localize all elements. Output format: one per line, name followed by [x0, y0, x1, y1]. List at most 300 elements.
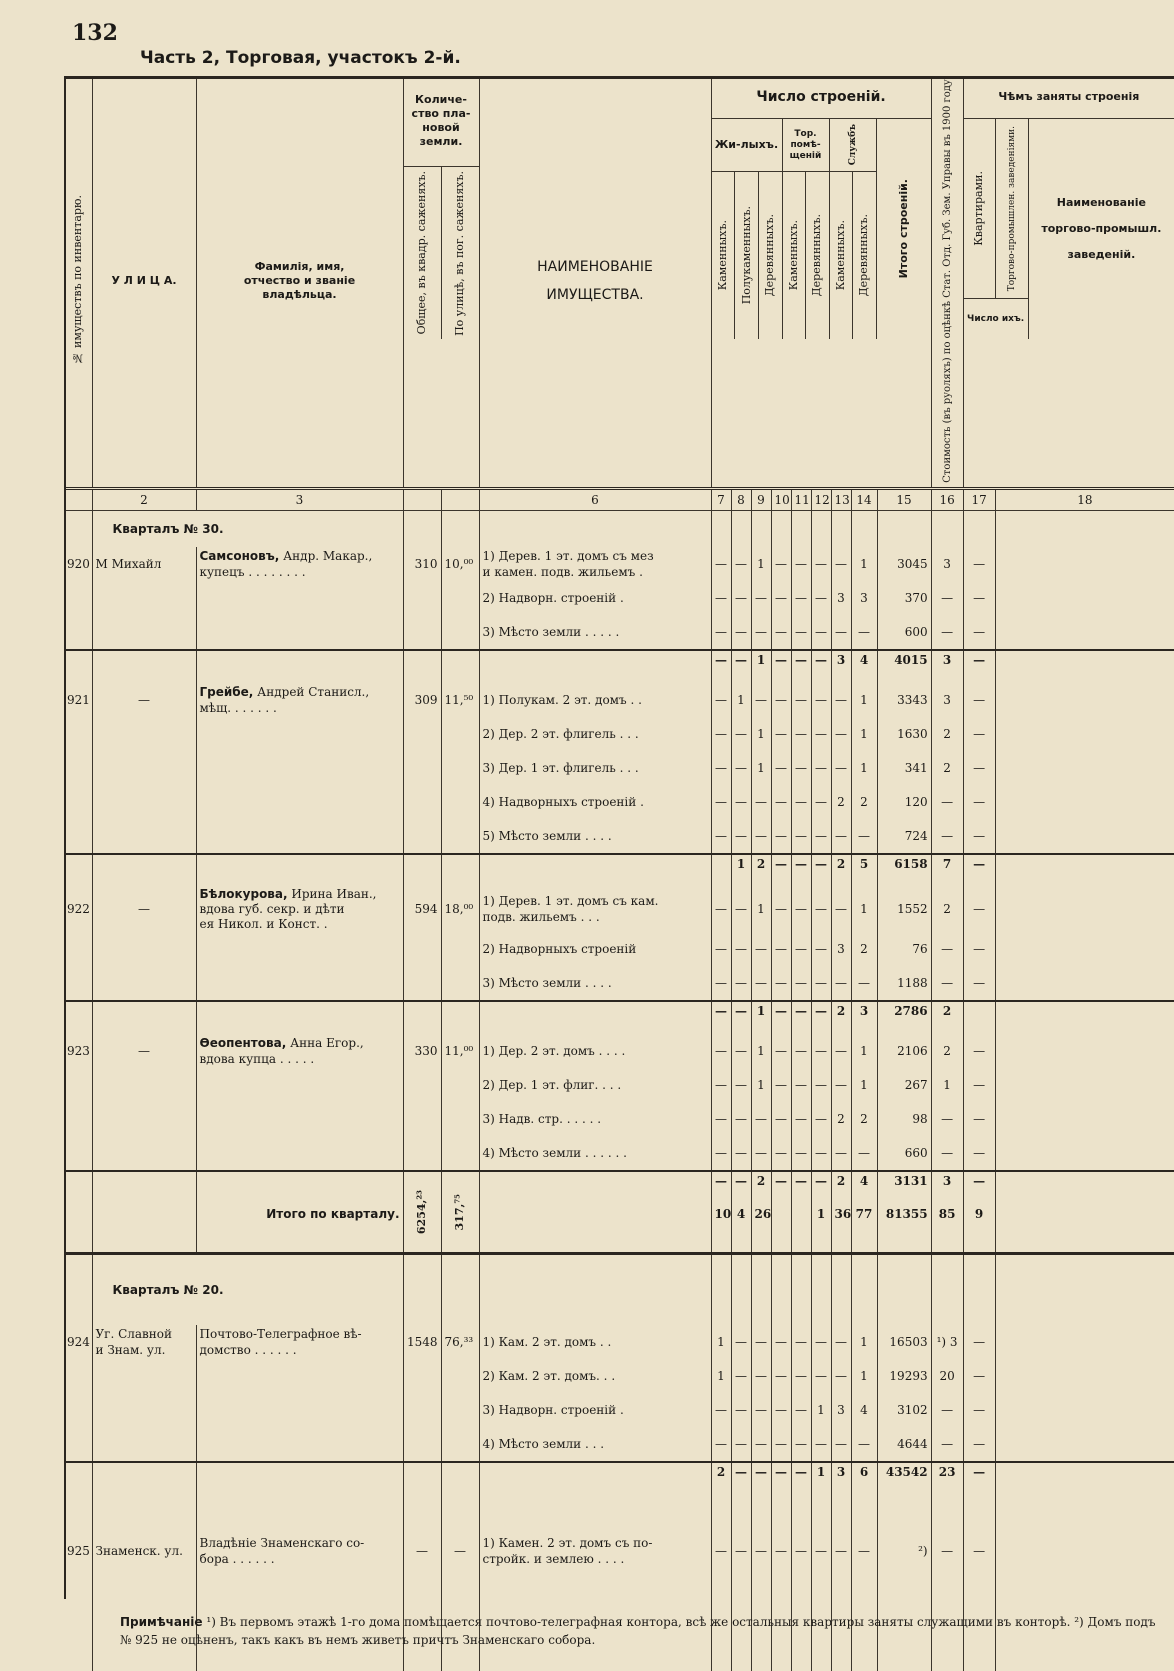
table-row [64, 932, 1174, 966]
colnum-7: 7 [711, 488, 731, 510]
owner-surname: Ѳеопентова, [199, 1035, 287, 1050]
property-line: 3) Мѣсто земли . . . . . [479, 615, 711, 650]
property [479, 547, 711, 581]
street-line: Уг. Славной [95, 1326, 173, 1341]
valuation: 3102 [877, 1393, 931, 1427]
cell: — [751, 1136, 771, 1171]
property-line: 2) Дер. 1 эт. флиг. . . . [479, 1068, 711, 1102]
header-total-buildings: Итого строеній. [896, 179, 910, 279]
cell: — [771, 1393, 791, 1427]
cell: 1 [731, 683, 751, 717]
property-line: 4) Мѣсто земли . . . [479, 1427, 711, 1462]
cell: — [731, 1001, 751, 1020]
cell: — [931, 932, 963, 966]
valuation: 76 [877, 932, 931, 966]
colnum-9: 9 [751, 488, 771, 510]
cell: — [931, 966, 963, 1001]
cell: — [811, 932, 831, 966]
cell: 26 [751, 1190, 771, 1238]
cell: 1 [751, 547, 771, 581]
cell: 3 [931, 650, 963, 669]
cell: 3 [931, 547, 963, 581]
cell: 1 [751, 751, 771, 785]
cell: — [931, 1427, 963, 1462]
cell: — [711, 819, 731, 854]
cell: — [963, 1359, 995, 1393]
table-row [64, 1136, 1174, 1171]
cell: — [751, 581, 771, 615]
cell: — [963, 966, 995, 1001]
cell: — [711, 1136, 731, 1171]
cell: 1 [751, 650, 771, 669]
colnum-17: 17 [963, 488, 995, 510]
cell: — [751, 1325, 771, 1359]
cell: — [731, 785, 751, 819]
cell: — [731, 1325, 751, 1359]
cell: 2 [831, 785, 851, 819]
cell: — [963, 1136, 995, 1171]
cell [963, 1001, 995, 1020]
cell: — [791, 650, 811, 669]
cell: — [851, 819, 877, 854]
valuation: 600 [877, 615, 931, 650]
header-c10: Каменныхъ. [786, 220, 800, 291]
cell: — [811, 581, 831, 615]
cell: — [791, 717, 811, 751]
cell: 4 [851, 1393, 877, 1427]
cell: — [751, 932, 771, 966]
footnote-text: ¹) Въ первомъ этажѣ 1-го дома помѣщается почтово-телеграфная контора, всѣ же остальныя квартиры заняты служащими въ конторѣ. ²) Домъ подъ № 925 не оцѣненъ, такъ какъ въ немъ живетъ причтъ Знаменскаго собора. [120, 1615, 1156, 1647]
header-residential: Жи-лыхъ. [712, 119, 782, 172]
cell: — [771, 1034, 791, 1068]
cell: — [791, 785, 811, 819]
cell: — [791, 1325, 811, 1359]
header-c17: Торгово-промышлен. заведеніями. [1006, 125, 1017, 292]
cell: — [731, 966, 751, 1001]
cell: — [791, 1521, 811, 1581]
cell: — [963, 932, 995, 966]
valuation: 3131 [877, 1171, 931, 1190]
cell: — [731, 1427, 751, 1462]
cell: — [771, 1102, 791, 1136]
cell: 2 [751, 1171, 771, 1190]
inventory-no: 920 [67, 556, 90, 571]
cell: 9 [963, 1190, 995, 1238]
owner-title: купецъ . . . . . . . . [199, 564, 306, 579]
cell: — [831, 1068, 851, 1102]
cell: 3 [931, 1171, 963, 1190]
cell: — [963, 1034, 995, 1068]
cell: 1 [751, 1068, 771, 1102]
cell: 3 [831, 1462, 851, 1481]
cell: — [791, 887, 811, 932]
cell: 3 [831, 1393, 851, 1427]
header-valuation: Стоимость (въ руоляхъ) по оцѣнкѣ Стат. Отд. Губ. Зем. Управы въ 1900 году. [941, 76, 953, 483]
header-occupied: Чѣмъ заняты строенія [964, 76, 1174, 119]
cell: — [931, 615, 963, 650]
cell: 3 [931, 683, 963, 717]
cell: — [831, 615, 851, 650]
colnum-14: 14 [851, 488, 877, 510]
cell: 6 [851, 1462, 877, 1481]
inventory-no: 921 [67, 692, 90, 707]
footnote-label: Примѣчаніе [120, 1615, 203, 1629]
valuation: 267 [877, 1068, 931, 1102]
owner-surname: Бѣлокурова, [199, 886, 288, 901]
cell [771, 1190, 791, 1238]
property-line: 1) Дер. 2 эт. домъ . . . . [479, 1034, 711, 1068]
property-line: 2) Дер. 2 эт. флигель . . . [479, 717, 711, 751]
cell: 2 [851, 785, 877, 819]
cell: — [791, 1068, 811, 1102]
header-c11: Деревянныхъ. [810, 214, 824, 297]
cell: — [751, 683, 771, 717]
cell: — [711, 581, 731, 615]
cell: — [711, 717, 731, 751]
table-row [64, 717, 1174, 751]
cell: — [731, 1136, 751, 1171]
cell: — [731, 1102, 751, 1136]
valuation: 2786 [877, 1001, 931, 1020]
cell: 2 [851, 932, 877, 966]
cell: — [811, 1171, 831, 1190]
cell: 3 [831, 650, 851, 669]
cell: 23 [931, 1462, 963, 1481]
inventory-no: 924 [67, 1334, 90, 1349]
cell: — [771, 1462, 791, 1481]
cell: — [963, 615, 995, 650]
cell: 2 [931, 717, 963, 751]
cell: — [851, 966, 877, 1001]
cell: — [771, 751, 791, 785]
total-frontage: 317,⁷⁵ [453, 1193, 466, 1231]
cell: — [731, 887, 751, 932]
header-c9: Деревянныхъ. [763, 214, 777, 297]
cell: — [831, 547, 851, 581]
cell: — [963, 887, 995, 932]
colnum-1 [64, 488, 92, 510]
table-row [64, 1034, 1174, 1068]
area: 594 [403, 887, 441, 932]
table-row [64, 683, 1174, 717]
cell: — [831, 1359, 851, 1393]
cell: 2 [831, 1102, 851, 1136]
valuation: 81355 [877, 1190, 931, 1238]
cell: — [811, 1034, 831, 1068]
cell: — [711, 547, 731, 581]
cell: — [711, 683, 731, 717]
cell: — [831, 966, 851, 1001]
cell: — [771, 1325, 791, 1359]
cell: 2 [831, 854, 851, 873]
header-c8: Полукаменныхъ. [739, 206, 753, 305]
cell: 1 [751, 887, 771, 932]
cell: — [771, 785, 791, 819]
cell: — [811, 1427, 831, 1462]
header-land: Количе-ство пла-новой земли. [404, 76, 479, 167]
cell: — [751, 1102, 771, 1136]
colnum-15: 15 [877, 488, 931, 510]
cell: — [791, 819, 811, 854]
cell: — [771, 650, 791, 669]
property-line: стройк. и землею . . . . [482, 1551, 625, 1566]
cell: — [811, 1325, 831, 1359]
table-row [64, 966, 1174, 1001]
owner-surname: Самсоновъ, [199, 548, 280, 563]
cell: — [931, 785, 963, 819]
owner-name: Почтово-Телеграфное вѣ- [199, 1326, 362, 1341]
cell: — [751, 1393, 771, 1427]
property-line: 2) Кам. 2 эт. домъ. . . [479, 1359, 711, 1393]
cell: 36 [831, 1190, 851, 1238]
cell: 2 [831, 1171, 851, 1190]
owner-name: Андрей Станисл., [253, 684, 370, 699]
valuation: 98 [877, 1102, 931, 1136]
cell: 3 [851, 581, 877, 615]
header-count: Число ихъ. [967, 314, 1025, 324]
cell: — [791, 1427, 811, 1462]
cell: — [931, 819, 963, 854]
table-row [64, 615, 1174, 650]
cell: — [731, 1171, 751, 1190]
cell: — [831, 1034, 851, 1068]
cell: 4 [851, 1171, 877, 1190]
cell: — [963, 1393, 995, 1427]
cell: — [963, 1068, 995, 1102]
cell: — [931, 1102, 963, 1136]
property-line: и камен. подв. жильемъ . [482, 564, 643, 579]
cell: 1 [811, 1462, 831, 1481]
property [479, 887, 711, 932]
cell: 85 [931, 1190, 963, 1238]
street [92, 1325, 196, 1359]
cell: — [751, 1359, 771, 1393]
property-line: 1) Камен. 2 эт. домъ съ по- [482, 1535, 653, 1550]
cell: 1 [851, 683, 877, 717]
cell: — [963, 581, 995, 615]
cell: — [731, 581, 751, 615]
cell: — [963, 1427, 995, 1462]
cell: 2 [931, 1034, 963, 1068]
cell: — [831, 1325, 851, 1359]
cell: 1 [711, 1325, 731, 1359]
cell: — [963, 1102, 995, 1136]
owner-surname: Грейбе, [199, 684, 254, 699]
cell: — [751, 1427, 771, 1462]
area: 310 [403, 547, 441, 581]
cell: 1 [851, 547, 877, 581]
cell: — [791, 615, 811, 650]
owner-title: бора . . . . . . [199, 1551, 275, 1566]
cell: — [811, 854, 831, 873]
table-row [64, 1393, 1174, 1427]
cell: — [711, 615, 731, 650]
cell: — [771, 1427, 791, 1462]
inventory-sheet [64, 76, 1174, 1596]
cell: 2 [751, 854, 771, 873]
cell: 2 [931, 887, 963, 932]
cell: 7 [931, 854, 963, 873]
cell: — [771, 1171, 791, 1190]
cell: 5 [851, 854, 877, 873]
cell: — [731, 1521, 751, 1581]
cell: — [771, 615, 791, 650]
property [479, 1521, 711, 1581]
owner [196, 1325, 403, 1359]
total-area: 6254,²³ [415, 1189, 428, 1234]
cell: — [831, 1521, 851, 1581]
header-street: У Л И Ц А. [92, 76, 196, 488]
cell: — [831, 683, 851, 717]
header-service: Службъ [847, 124, 858, 166]
cell: — [711, 650, 731, 669]
table-row [64, 887, 1174, 932]
header-frontage: По улицѣ, въ пог. саженяхъ. [453, 170, 466, 336]
cell: — [711, 1034, 731, 1068]
header-buildings-count: Число строеній. [712, 76, 931, 119]
subtotal-row [64, 1001, 1174, 1020]
property-line: 2) Надворн. строеній . [479, 581, 711, 615]
inventory-no: 922 [67, 902, 90, 917]
cell: 2 [711, 1462, 731, 1481]
header-c16: Квартирами. [972, 171, 986, 246]
owner-name: Ирина Иван., [287, 886, 377, 901]
property-line: 1) Кам. 2 эт. домъ . . [479, 1325, 711, 1359]
table-row [64, 1068, 1174, 1102]
colnum-16: 16 [931, 488, 963, 510]
cell: — [963, 683, 995, 717]
cell: — [963, 751, 995, 785]
cell: — [791, 547, 811, 581]
cell: — [711, 966, 731, 1001]
cell: 1 [851, 1359, 877, 1393]
cell: — [791, 966, 811, 1001]
subtotal-row [64, 1171, 1174, 1190]
colnum-3: 3 [196, 488, 403, 510]
cell: — [771, 683, 791, 717]
property-line: подв. жильемъ . . . [482, 910, 600, 925]
cell: — [811, 615, 831, 650]
valuation: 3343 [877, 683, 931, 717]
cell: — [811, 1521, 831, 1581]
cell [711, 854, 731, 873]
cell: — [771, 1068, 791, 1102]
frontage: 76,³³ [441, 1325, 479, 1359]
cell: — [831, 1427, 851, 1462]
valuation: 1630 [877, 717, 931, 751]
cell: 2 [851, 1102, 877, 1136]
cell: — [811, 1136, 831, 1171]
cell: — [963, 717, 995, 751]
valuation: 370 [877, 581, 931, 615]
cell: — [731, 1359, 751, 1393]
cell: 1 [851, 1034, 877, 1068]
cell: — [831, 717, 851, 751]
cell: — [711, 1171, 731, 1190]
valuation: 4644 [877, 1427, 931, 1462]
owner [196, 1521, 403, 1581]
cell: — [811, 1001, 831, 1020]
cell: — [791, 932, 811, 966]
valuation: 16503 [877, 1325, 931, 1359]
header-property-name: НАИМЕНОВАНІЕ ИМУЩЕСТВА. [479, 76, 711, 488]
cell: — [963, 1325, 995, 1359]
quarter-20-title: Кварталъ № 20. [92, 1253, 403, 1325]
cell: 3 [831, 581, 851, 615]
frontage: 11,⁵⁰ [441, 683, 479, 717]
cell: — [931, 1393, 963, 1427]
cell: — [731, 819, 751, 854]
cell: — [851, 1521, 877, 1581]
cell: — [711, 1427, 731, 1462]
owner-title: вдова купца . . . . . [199, 1051, 315, 1066]
cell: 1 [851, 1325, 877, 1359]
cell: — [791, 1393, 811, 1427]
cell: — [731, 932, 751, 966]
cell: — [771, 966, 791, 1001]
subtotal-row [64, 1462, 1174, 1481]
cell: — [963, 1462, 995, 1481]
subtotal-row [64, 854, 1174, 873]
column-number-row [64, 488, 1174, 510]
header-c13: Деревянныхъ. [857, 214, 871, 297]
cell: — [711, 1393, 731, 1427]
colnum-11: 11 [791, 488, 811, 510]
owner [196, 547, 403, 581]
frontage: 11,⁰⁰ [441, 1034, 479, 1068]
inventory-no: 925 [67, 1543, 90, 1558]
area: — [403, 1521, 441, 1581]
cell: — [731, 751, 751, 785]
cell: — [711, 932, 731, 966]
street: Знаменск. ул. [92, 1521, 196, 1581]
cell: — [963, 650, 995, 669]
colnum-4 [403, 488, 441, 510]
cell: ¹) 3 [931, 1325, 963, 1359]
valuation: 43542 [877, 1462, 931, 1481]
cell: — [771, 581, 791, 615]
cell: 2 [831, 1001, 851, 1020]
street: — [92, 683, 196, 717]
subtotal-row [64, 650, 1174, 669]
cell: — [731, 547, 751, 581]
cell: — [731, 1068, 751, 1102]
owner [196, 1034, 403, 1068]
cell: — [831, 1136, 851, 1171]
cell [791, 1190, 811, 1238]
colnum-10: 10 [771, 488, 791, 510]
colnum-18: 18 [995, 488, 1174, 510]
table-row [64, 751, 1174, 785]
cell: — [931, 1521, 963, 1581]
header-enterprise-name: Наименованіе торгово-промышл. заведеній. [1041, 196, 1162, 261]
cell: — [791, 1102, 811, 1136]
cell: — [811, 1068, 831, 1102]
cell: 1 [811, 1190, 831, 1238]
cell: — [771, 1521, 791, 1581]
header-c12: Каменныхъ. [833, 220, 847, 291]
cell: 2 [931, 751, 963, 785]
valuation: 3045 [877, 547, 931, 581]
owner-name: Анна Егор., [286, 1035, 364, 1050]
quarter-total-label: Итого по кварталу. [196, 1190, 403, 1238]
cell: 1 [851, 1068, 877, 1102]
table-row [64, 1102, 1174, 1136]
cell: — [771, 1359, 791, 1393]
area: 309 [403, 683, 441, 717]
cell: 1 [851, 751, 877, 785]
colnum-8: 8 [731, 488, 751, 510]
